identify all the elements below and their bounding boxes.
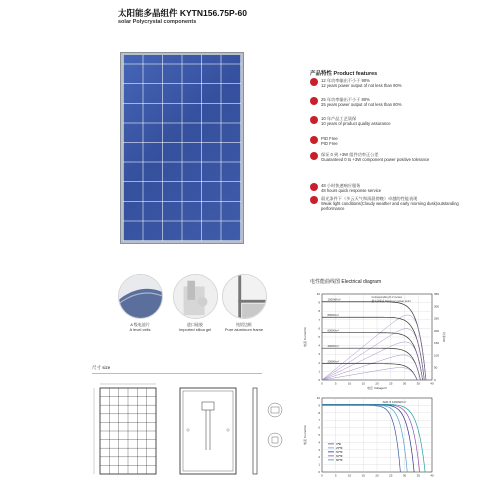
feature-text-cn: 12 年功率输出不小于 90% (321, 78, 370, 83)
percent-badge-icon (310, 78, 318, 86)
detail-label-cells: A 级电池片 A level cells (129, 322, 151, 332)
y-tick-label: 9 (318, 300, 320, 305)
y-tick-label: 5 (318, 433, 320, 437)
feature-item (310, 116, 478, 126)
detail-frame-image (222, 274, 267, 319)
y2-tick-label: 200 (434, 328, 440, 333)
y-axis-label: 电流 Current/A (303, 425, 307, 445)
y-tick-label: 0 (318, 470, 320, 474)
clock-badge-icon (310, 183, 318, 191)
pid-badge-icon (310, 136, 318, 144)
y2-tick-label: 50 (434, 365, 438, 370)
y2-tick-label: 250 (434, 316, 440, 321)
x-tick-label: 30 (402, 381, 407, 386)
series-label: 600W/m² (327, 328, 339, 333)
x-tick-label: 5 (334, 381, 337, 386)
feature-text-cn: 保证 0 到 +3W 组件功率正公差 (321, 152, 379, 157)
solar-panel-image (120, 52, 244, 244)
detail-label-silica: 进口硅胶 Imported silica gel (178, 322, 212, 332)
y-tick-label: 3 (318, 352, 320, 357)
iv-chart-irradiance (300, 286, 450, 392)
feature-text (321, 196, 478, 212)
size-label: 尺寸 size (92, 365, 111, 370)
chart-title: AM1.5 1000W/m² (382, 400, 406, 404)
x-tick-label: 15 (361, 381, 365, 386)
y2-tick-label: 350 (434, 292, 440, 296)
sun-badge-icon (310, 196, 318, 204)
y2-tick-label: 300 (434, 304, 440, 309)
iv-chart-temperature (300, 394, 450, 480)
y-tick-label: 6 (318, 425, 320, 430)
size-divider (92, 373, 262, 374)
y-tick-label: 3 (318, 447, 320, 452)
y-tick-label: 7 (318, 418, 320, 423)
y2-axis-label: 功率/W (442, 332, 446, 342)
panel-cells (123, 55, 241, 241)
x-tick-label: 15 (361, 473, 365, 478)
legend-label: 50℃ (336, 449, 343, 454)
y-tick-label: 8 (318, 410, 320, 415)
y-tick-label: 10 (316, 396, 320, 400)
feature-text-en: Guaranteed 0 to +3W component power positive tolerance (321, 157, 430, 163)
warranty-badge-icon (310, 116, 318, 124)
page-title-en: solar Polycrystal components (118, 19, 197, 25)
feature-text-cn: 48 小时快速响应服务 (321, 183, 361, 188)
feature-item (310, 136, 478, 146)
chart-annotation: 最大功率点 Maximum power point (371, 300, 411, 303)
feature-item (310, 152, 478, 162)
feature-item (310, 78, 478, 88)
y-tick-label: 6 (318, 326, 320, 331)
y-tick-label: 4 (318, 440, 320, 445)
y2-tick-label: 0 (434, 378, 436, 382)
y-tick-label: 2 (318, 360, 320, 365)
y-tick-label: 0 (318, 378, 320, 382)
feature-text-cn: 25 年功率输出不小于 80% (321, 97, 370, 102)
feature-text-en: PID Free (321, 141, 338, 147)
feature-text (321, 136, 478, 146)
x-tick-label: 25 (389, 381, 393, 386)
x-tick-label: 0 (321, 473, 323, 478)
legend-label: 60℃ (336, 453, 343, 458)
y2-tick-label: 150 (434, 341, 440, 346)
feature-item (310, 97, 478, 107)
x-tick-label: 30 (402, 473, 407, 478)
feature-text (321, 152, 478, 162)
feature-text (321, 78, 478, 88)
y-tick-label: 1 (318, 369, 320, 374)
percent-badge-icon (310, 97, 318, 105)
back-view (180, 388, 236, 474)
feature-item (310, 183, 478, 193)
legend-note: Corresponding P-V curves (371, 296, 402, 299)
x-tick-label: 40 (430, 473, 434, 478)
x-tick-label: 35 (416, 381, 420, 386)
x-tick-label: 25 (389, 473, 393, 478)
x-tick-label: 40 (430, 381, 434, 386)
feature-text-cn: PID Free (321, 136, 338, 141)
feature-text-en: 25 years power output of not less than 80% (321, 102, 402, 108)
y-axis-label: 电流 Current/A (303, 327, 307, 347)
feature-text-en: 12 years power output of not less than 90% (321, 83, 402, 89)
y-tick-label: 4 (318, 343, 320, 348)
feature-text-en: 48 hours quick response service (321, 188, 382, 194)
side-view (253, 388, 282, 474)
x-tick-label: 10 (347, 473, 352, 478)
y-tick-label: 10 (316, 292, 320, 296)
feature-text (321, 116, 478, 126)
tolerance-badge-icon (310, 152, 318, 160)
y-tick-label: 7 (318, 317, 320, 322)
features-heading: 产品特性 Product features (310, 71, 378, 77)
y-tick-label: 8 (318, 309, 320, 314)
y-tick-label: 2 (318, 455, 320, 460)
x-tick-label: 5 (334, 473, 337, 478)
feature-item (310, 196, 478, 212)
feature-text-en: Weak light conditions(Cloudy weather and early morning dusk)outstanding performance (321, 201, 459, 212)
electrical-title: 电性能曲线图 Electrical diagram (310, 279, 382, 285)
series-label: 1000W/m² (327, 297, 341, 302)
x-axis-label: 电压 Voltage/V (367, 386, 387, 390)
feature-text (321, 183, 478, 193)
feature-text (321, 97, 478, 107)
x-tick-label: 10 (347, 381, 352, 386)
feature-text-cn: 弱光条件下（多云天气和清晨傍晚）卓越的性能表现 (321, 196, 418, 201)
dimension-drawing (88, 380, 303, 480)
x-tick-label: 0 (321, 381, 323, 386)
feature-text-cn: 10 年产品工艺质保 (321, 116, 357, 121)
x-tick-label: 20 (375, 473, 379, 478)
legend-label: 25℃ (336, 445, 343, 450)
series-label: 400W/m² (327, 344, 339, 349)
series-label: 800W/m² (327, 313, 339, 318)
legend-label: 0℃ (336, 441, 341, 446)
detail-label-frame: 纯铝边框 Pure aluminum frame (224, 322, 264, 332)
y-tick-label: 5 (318, 335, 320, 339)
x-tick-label: 20 (375, 381, 379, 386)
y-tick-label: 9 (318, 403, 320, 408)
detail-silica-image (173, 274, 218, 319)
y-tick-label: 1 (318, 462, 320, 467)
front-view (94, 384, 156, 474)
page-title-cn: 太阳能多晶组件 KYTN156.75P-60 (118, 8, 247, 18)
series-label: 200W/m² (327, 359, 339, 364)
legend-label: 80℃ (336, 457, 343, 462)
y2-tick-label: 100 (434, 353, 440, 358)
feature-text-en: 10 years of product quality assurance (321, 121, 391, 127)
x-tick-label: 35 (416, 473, 420, 478)
detail-cells-image (118, 274, 163, 319)
